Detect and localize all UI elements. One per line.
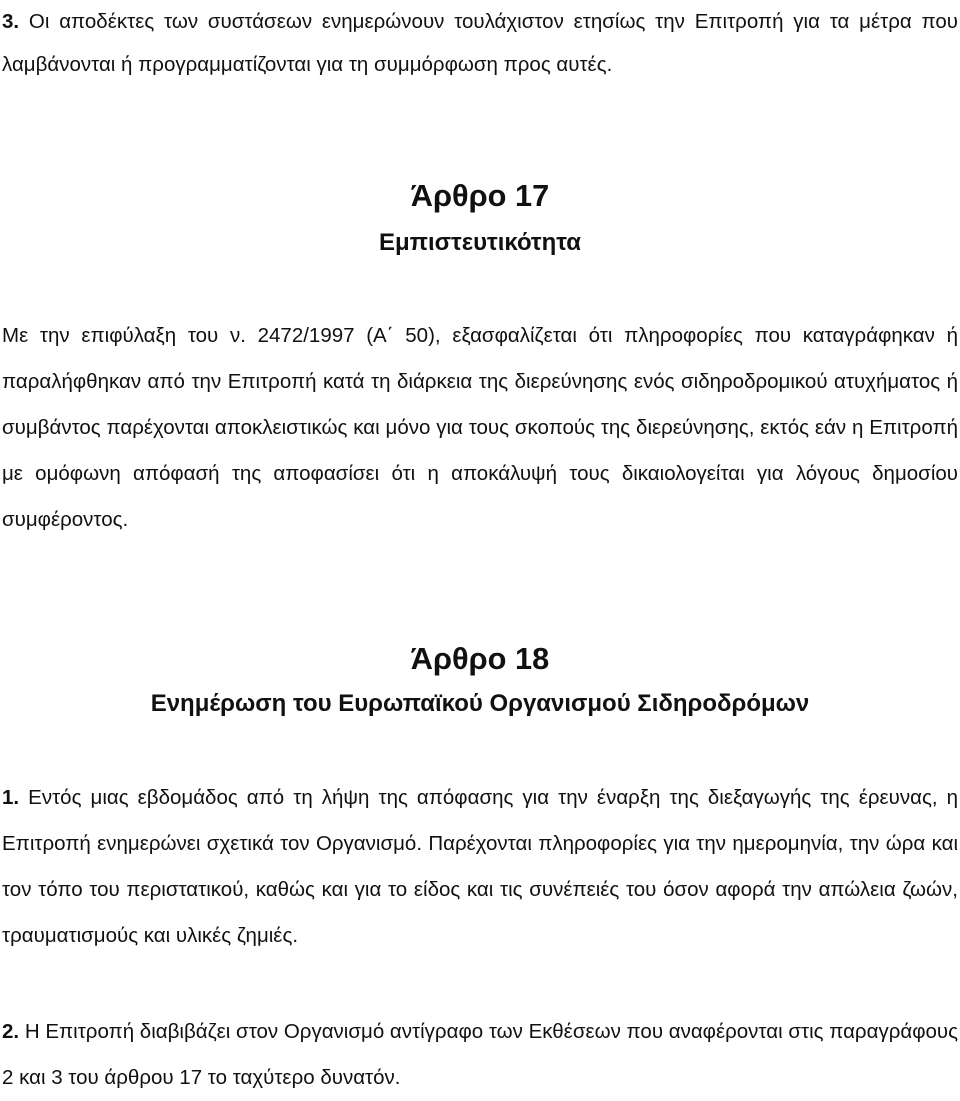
article-18-paragraph-1-text: Εντός μιας εβδομάδος από τη λήψη της απόφασης για την έναρξη της διεξαγωγής της έρευνας, η Επιτροπή ενημερώνει σχετικά τον Οργανισμό. Παρέχονται πληροφορίες για την ημερομηνία, την ώρα και τον τόπο του περιστατικού, καθώς και για το είδος και τις συνέπειές του όσον αφορά την απώλεια ζωών, τραυματισμούς και υλικές ζημιές. — [2, 786, 958, 947]
paragraph-3-number: 3. — [2, 10, 20, 33]
article-18-paragraph-2-number: 2. — [2, 1020, 20, 1043]
article-18-paragraph-2-text: Η Επιτροπή διαβιβάζει στον Οργανισμό αντίγραφο των Εκθέσεων που αναφέρονται στις παραγράφους 2 και 3 του άρθρου 17 το ταχύτερο δυνατόν. — [2, 1020, 958, 1089]
article-18-subtitle: Ενημέρωση του Ευρωπαϊκού Οργανισμού Σιδηροδρόμων — [150, 690, 810, 717]
paragraph-3-text: Οι αποδέκτες των συστάσεων ενημερώνουν τουλάχιστον ετησίως την Επιτροπή για τα μέτρα που λαμβάνονται ή προγραμματίζονται για τη συμμόρφωση προς αυτές. — [2, 10, 958, 76]
article-18-paragraph-1 — [2, 775, 958, 959]
article-18-paragraph-1-number: 1. — [2, 786, 20, 809]
article-17-subtitle: Εμπιστευτικότητα — [378, 229, 582, 256]
article-18-title: Άρθρο 18 — [410, 641, 550, 676]
article-18-paragraph-2 — [2, 1009, 958, 1101]
article-17-body: Με την επιφύλαξη του ν. 2472/1997 (Α΄ 50), εξασφαλίζεται ότι πληροφορίες που καταγράφηκαν ή παραλήφθηκαν από την Επιτροπή κατά τη διάρκεια της διερεύνησης ενός σιδηροδρομικού ατυχήματος ή συμβάντος παρέχονται αποκλειστικώς και μόνο για τους σκοπούς της διερεύνησης, εκτός εάν η Επιτροπή με ομόφωνη απόφασή της αποφασίσει ότι η αποκάλυψή τους δικαιολογείται για λόγους δημοσίου συμφέροντος. — [2, 324, 958, 531]
paragraph-3 — [2, 0, 958, 86]
article-17-title: Άρθρο 17 — [410, 178, 550, 213]
